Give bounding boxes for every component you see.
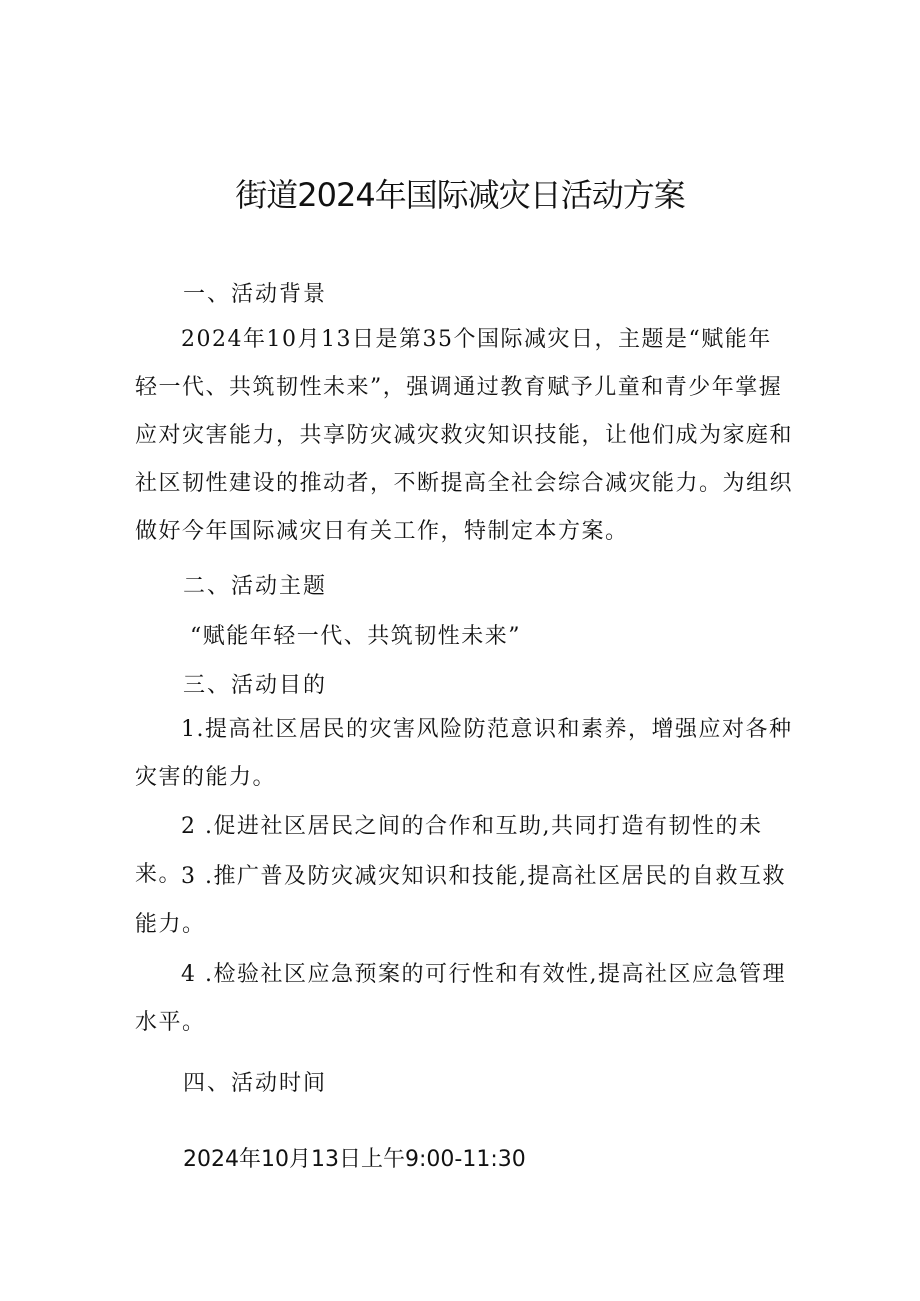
purpose-item-4: 4 .检验社区应急预案的可行性和有效性,提高社区应急管理水平。 <box>135 962 786 1035</box>
section-heading-time: 四、活动时间 <box>183 1071 328 1096</box>
time-paragraph: 2024年10月13日上午9:00-11:30 <box>183 1147 526 1172</box>
purpose-item-2: 2 .促进社区居民之间的合作和互助,共同打造有韧性的未来。 <box>135 814 763 887</box>
background-paragraph: 2024年10月13日是第35个国际减灾日，主题是“赋能年轻一代、共筑韧性未来”，强调通过教育赋予儿童和青少年掌握应对灾害能力，共享防灾减灾救灾知识技能，让他们成为家庭和社区韧性建设的推动者，不断提高全社会综合减灾能力。为组织做好今年国际减灾日有关工作，特制定本方案。 <box>135 327 794 544</box>
purpose-item-3: 3 .推广普及防灾减灾知识和技能,提高社区居民的自救互救能力。 <box>135 864 786 937</box>
section-heading-purpose: 三、活动目的 <box>183 673 328 698</box>
document-title: 街道2024年国际减灾日活动方案 <box>235 176 685 214</box>
section-heading-theme: 二、活动主题 <box>183 574 328 599</box>
theme-paragraph: “赋能年轻一代、共筑韧性未来” <box>190 624 521 649</box>
section-heading-background: 一、活动背景 <box>183 282 328 307</box>
purpose-item-1: 1.提高社区居民的灾害风险防范意识和素养，增强应对各种灾害的能力。 <box>135 717 793 790</box>
